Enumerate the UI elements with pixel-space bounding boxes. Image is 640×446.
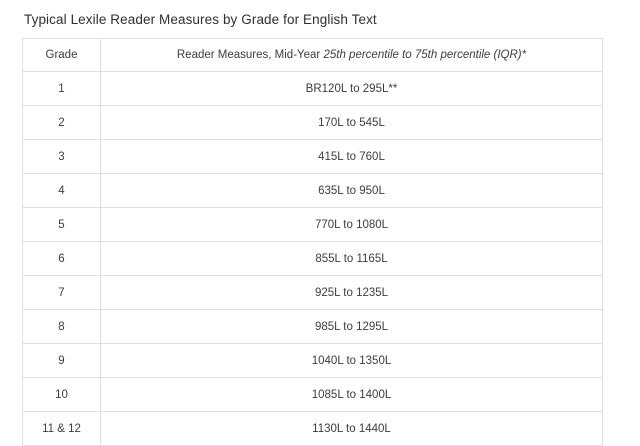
cell-grade: 10	[23, 378, 101, 412]
column-header-measures-label: Reader Measures, Mid-Year	[176, 49, 324, 61]
table-row	[23, 412, 603, 446]
cell-measure: 415L to 760L	[101, 140, 603, 174]
table-body	[23, 72, 603, 446]
cell-measure: 635L to 950L	[101, 174, 603, 208]
lexile-table	[22, 38, 603, 446]
table-row	[23, 242, 603, 276]
cell-grade: 9	[23, 344, 101, 378]
cell-grade: 4	[23, 174, 101, 208]
cell-grade: 3	[23, 140, 101, 174]
page-title: Typical Lexile Reader Measures by Grade for English Text	[24, 12, 377, 27]
column-header-grade-label: Grade	[45, 49, 78, 61]
column-header-grade	[23, 39, 101, 72]
cell-measure: 1040L to 1350L	[101, 344, 603, 378]
table-row	[23, 378, 603, 412]
table-row	[23, 344, 603, 378]
cell-measure: BR120L to 295L**	[101, 72, 603, 106]
cell-grade: 11 & 12	[23, 412, 101, 446]
table-row	[23, 208, 603, 242]
column-header-measures-emphasis: 25th percentile to 75th percentile (IQR)*	[323, 49, 527, 61]
table-header-row	[23, 39, 603, 72]
cell-grade: 2	[23, 106, 101, 140]
table-row	[23, 310, 603, 344]
table-row	[23, 140, 603, 174]
table-row	[23, 72, 603, 106]
cell-grade: 7	[23, 276, 101, 310]
cell-measure: 170L to 545L	[101, 106, 603, 140]
cell-measure: 985L to 1295L	[101, 310, 603, 344]
cell-measure: 855L to 1165L	[101, 242, 603, 276]
table-header	[23, 39, 603, 72]
cell-grade: 8	[23, 310, 101, 344]
cell-grade: 1	[23, 72, 101, 106]
table-row	[23, 174, 603, 208]
cell-measure: 1085L to 1400L	[101, 378, 603, 412]
table-row	[23, 106, 603, 140]
cell-measure: 770L to 1080L	[101, 208, 603, 242]
column-header-measures	[101, 39, 603, 72]
cell-grade: 6	[23, 242, 101, 276]
table-row	[23, 276, 603, 310]
cell-measure: 925L to 1235L	[101, 276, 603, 310]
cell-grade: 5	[23, 208, 101, 242]
cell-measure: 1130L to 1440L	[101, 412, 603, 446]
